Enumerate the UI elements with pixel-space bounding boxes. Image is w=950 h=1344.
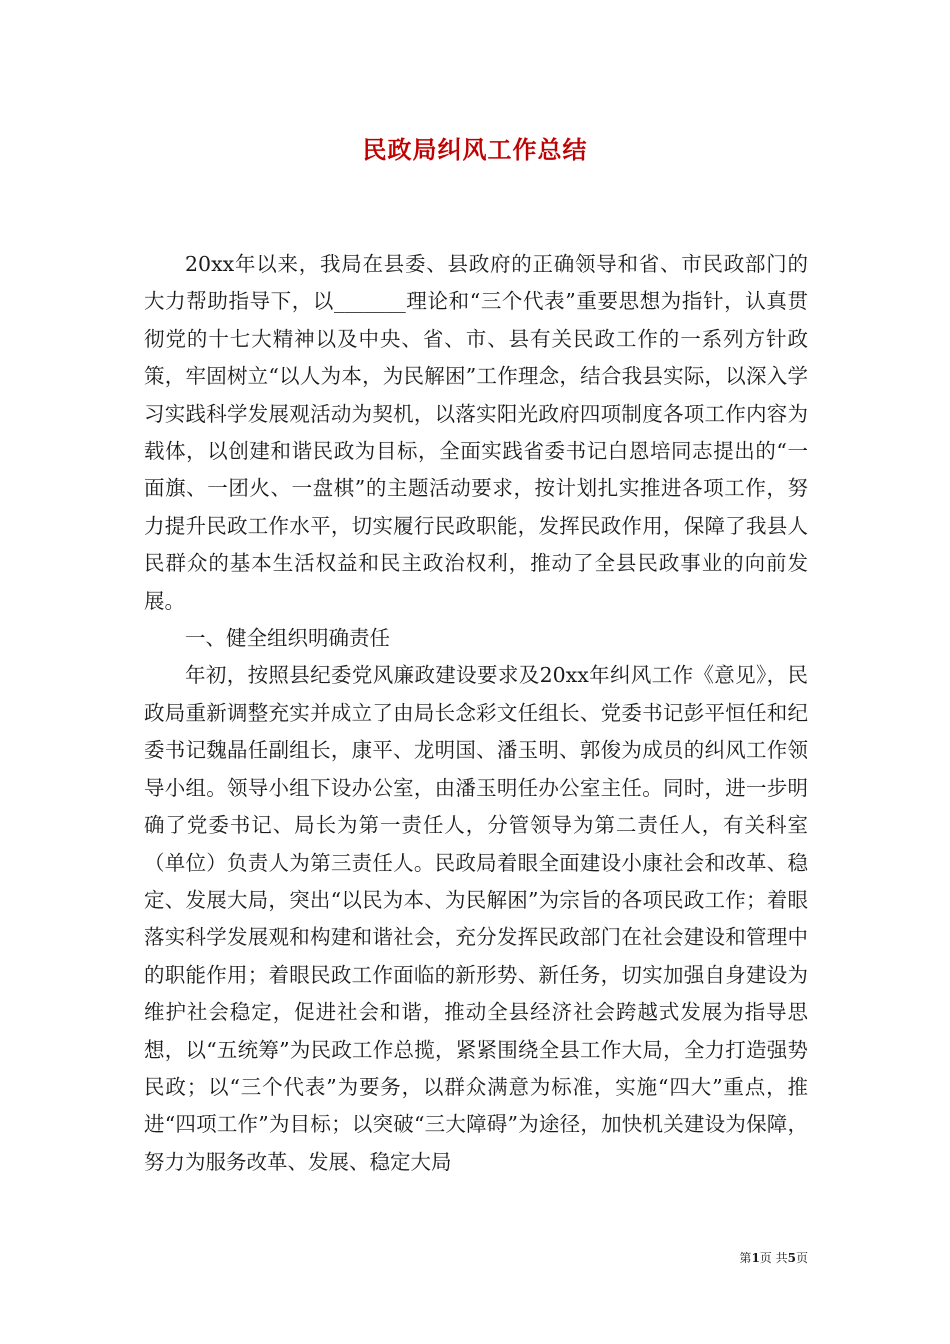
footer-prefix: 第 (739, 1251, 752, 1265)
document-body (144, 246, 808, 1181)
section-paragraph: 年初，按照县纪委党风廉政建设要求及20xx年纠风工作《意见》，民政局重新调整充实并成立了由局长念彩文任组长、党委书记彭平恒任和纪委书记魏晶任副组长，康平、龙明国、潘玉明、郭俊为成员的纠风工作领导小组。领导小组下设办公室，由潘玉明任办公室主任。同时，进一步明确了党委书记、局长为第一责任人，分管领导为第二责任人，有关科室（单位）负责人为第三责任人。民政局着眼全面建设小康社会和改革、稳定、发展大局，突出“以民为本、为民解困”为宗旨的各项民政工作；着眼落实科学发展观和构建和谐社会，充分发挥民政部门在社会建设和管理中的职能作用；着眼民政工作面临的新形势、新任务，切实加强自身建设为维护社会稳定，促进社会和谐，推动全县经济社会跨越式发展为指导思想，以“五统筹”为民政工作总揽，紧紧围绕全县工作大局，全力打造强势民政；以“三个代表”为要务，以群众满意为标准，实施“四大”重点，推进“四项工作”为目标；以突破“三大障碍”为途径，加快机关建设为保障，努力为服务改革、发展、稳定大局 (144, 663, 808, 1174)
footer-total-pages: 5 (787, 1251, 796, 1265)
section-heading: 一、健全组织明确责任 (185, 626, 390, 651)
footer-current-page: 1 (751, 1251, 760, 1265)
intro-paragraph: 20xx年以来，我局在县委、县政府的正确领导和省、市民政部门的大力帮助指导下，以_______理论和“三个代表”重要思想为指针，认真贯彻党的十七大精神以及中央、省、市、县有关民政工作的一系列方针政策，牢固树立“以人为本，为民解困”工作理念，结合我县实际，以深入学习实践科学发展观活动为契机，以落实阳光政府四项制度各项工作内容为载体，以创建和谐民政为目标，全面实践省委书记白恩培同志提出的“一面旗、一团火、一盘棋”的主题活动要求，按计划扎实推进各项工作，努力提升民政工作水平，切实履行民政职能，发挥民政作用，保障了我县人民群众的基本生活权益和民主政治权利，推动了全县民政事业的向前发展。 (144, 252, 808, 613)
footer-middle: 页 共 (759, 1251, 788, 1265)
document-title: 民政局纠风工作总结 (362, 135, 588, 164)
page-footer (0, 1249, 808, 1266)
footer-suffix: 页 (795, 1251, 808, 1265)
